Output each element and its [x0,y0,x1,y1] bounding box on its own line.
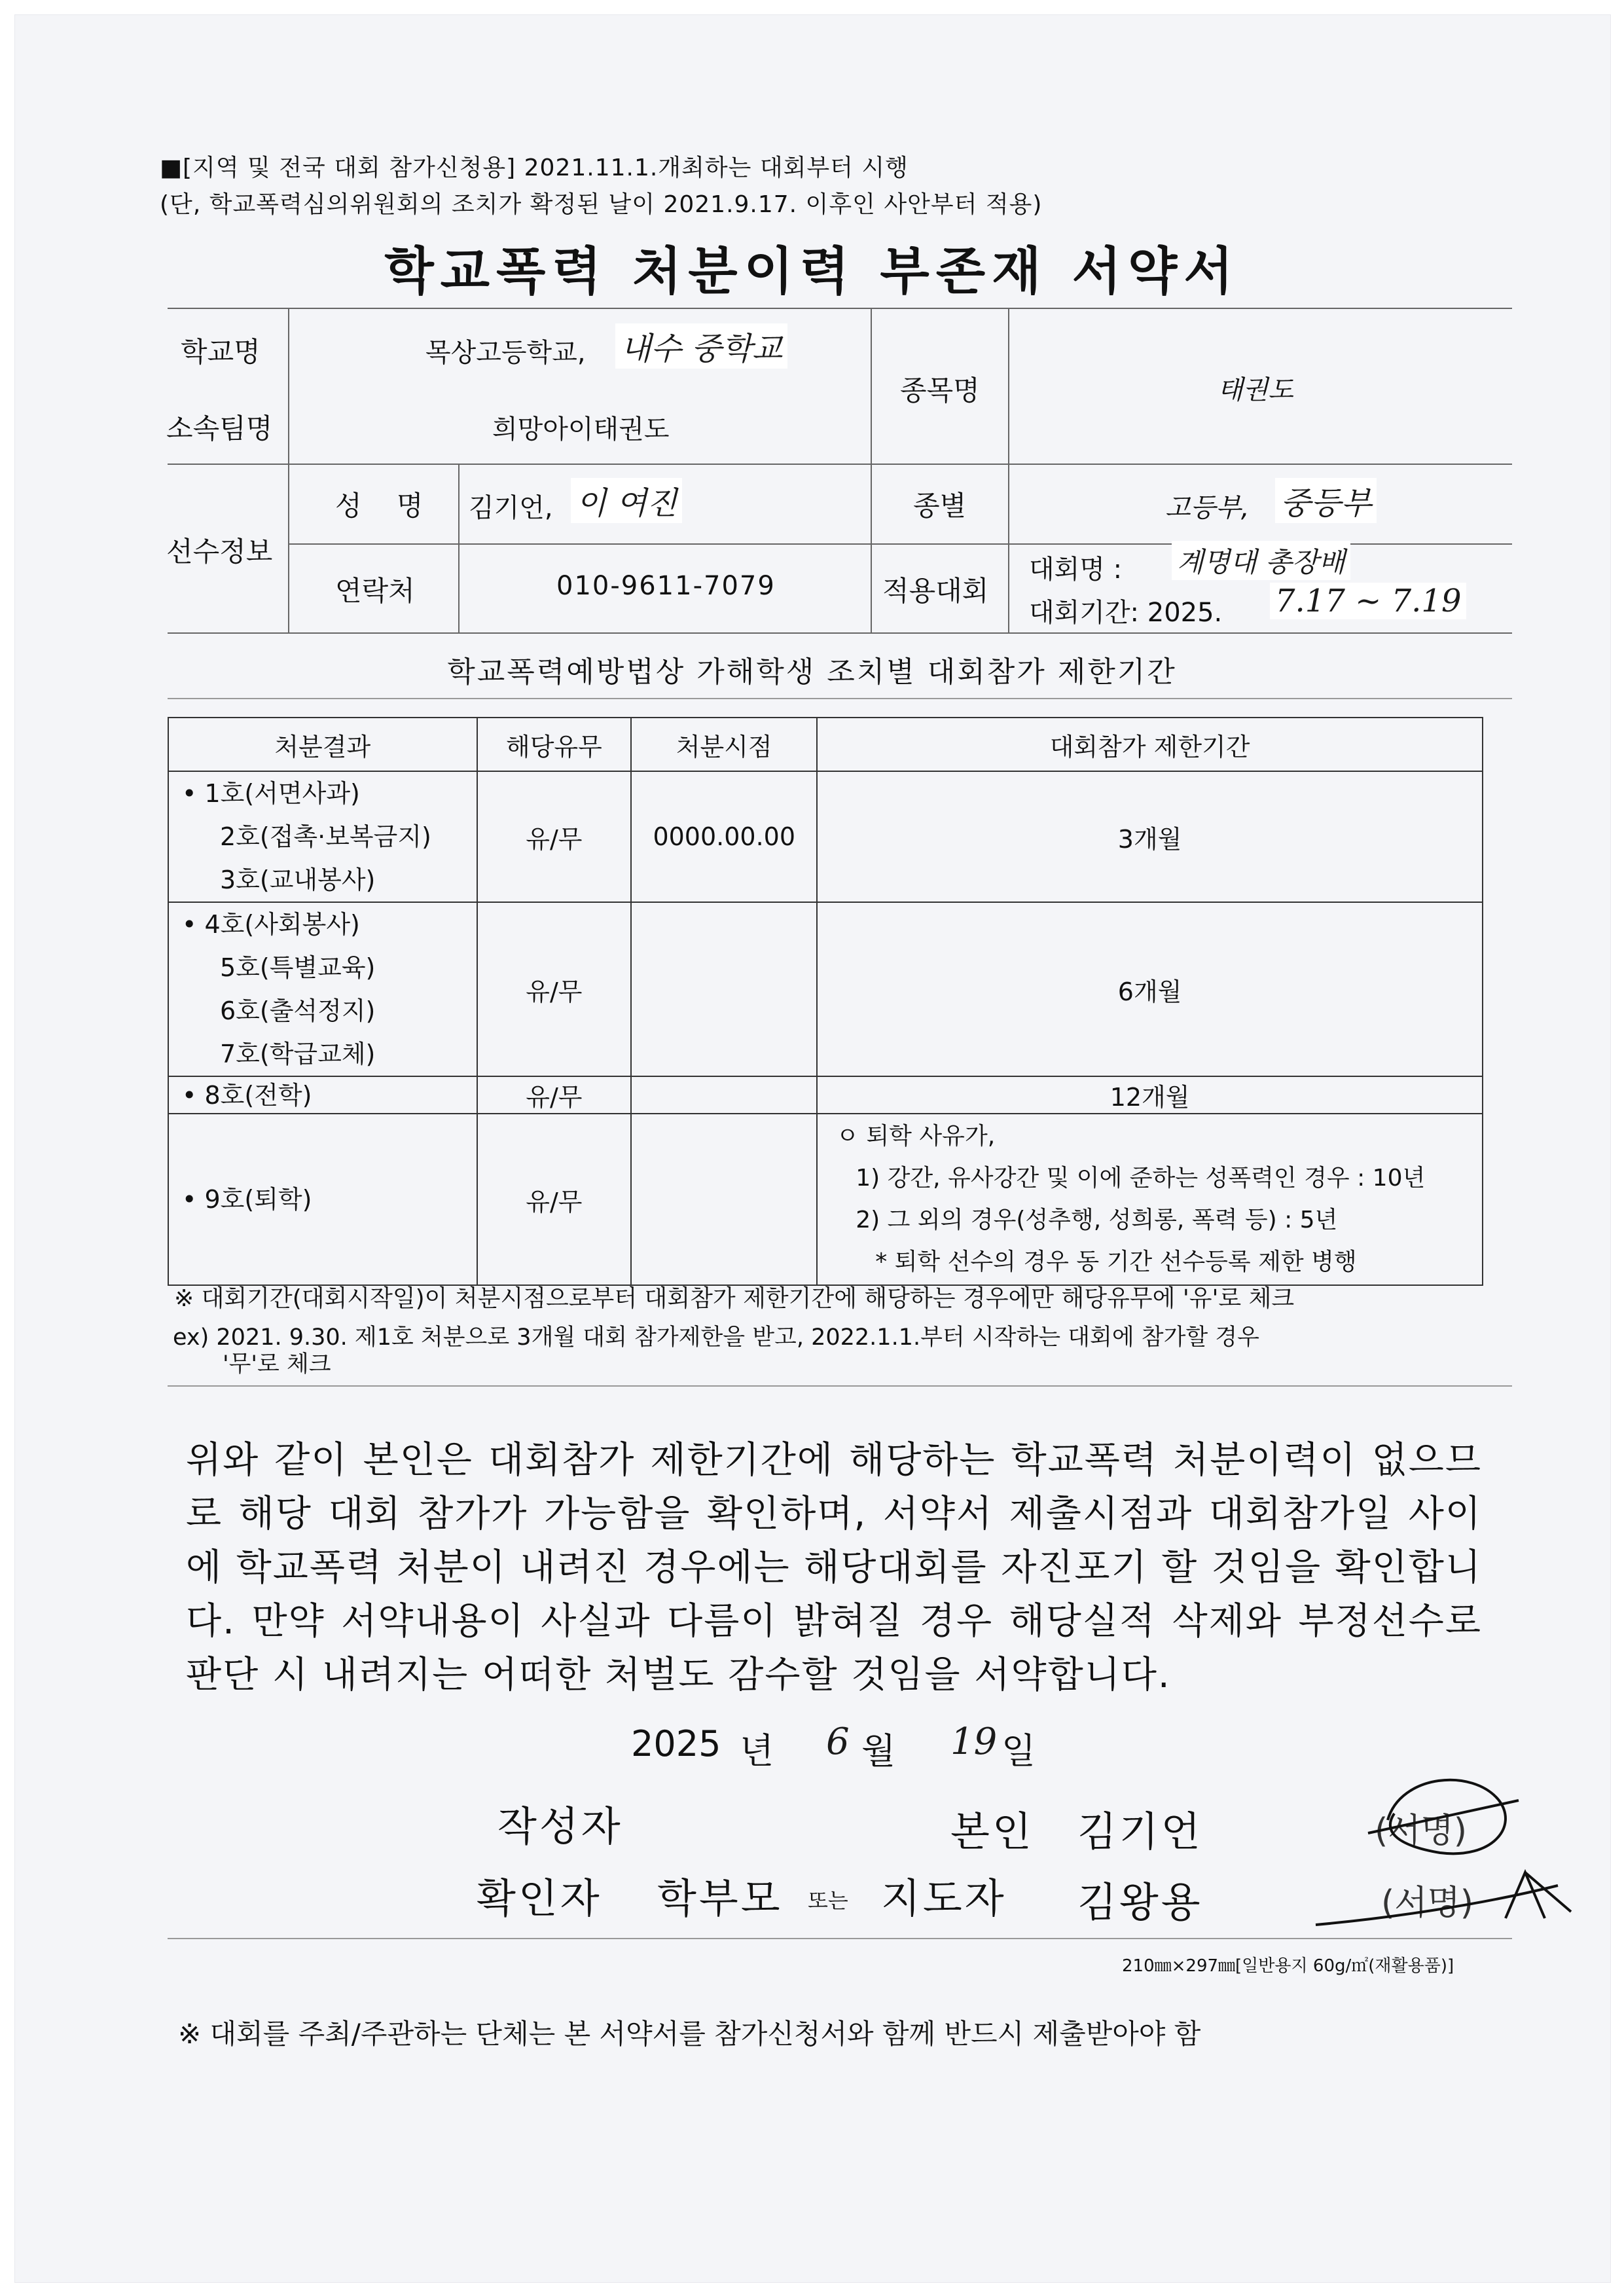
header-date: 처분시점 [631,718,817,771]
info-col-3 [1008,308,1009,632]
result-line: 6호(출석정지) [220,996,376,1025]
result-cell: • 9호(퇴학) [168,1114,477,1285]
coach-name: 김왕용 [1077,1878,1203,1926]
header-result: 처분결과 [168,718,477,771]
signature-mark-2 [1309,1846,1584,1944]
note-1: ※ 대회기간(대회시작일)이 처분시점으로부터 대회참가 제한기간에 해당하는 경우에만 해당유무에 '유'로 체크 [174,1285,1295,1312]
school-label: 학교명 [181,336,261,368]
section-title: 학교폭력예방법상 가해학생 조치별 대회참가 제한기간 [447,655,1177,689]
applicable-cell: 유/무 [477,771,632,902]
period-cell: 3개월 [817,771,1483,902]
competition-period-label: 대회기간: 2025. [1029,598,1223,628]
competition-period-handwritten: 7.17 ~ 7.19 [1270,583,1466,619]
restriction-table [168,717,1483,1286]
footer-note: ※ 대회를 주최/주관하는 단체는 본 서약서를 참가신청서와 함께 반드시 제출받아야 함 [178,2018,1201,2050]
date-year: 2025 [631,1723,721,1764]
applicable-cell: 유/무 [477,1114,632,1285]
header-period: 대회참가 제한기간 [817,718,1483,771]
event-value: 태권도 [1218,375,1293,405]
date-month: 6 [826,1721,850,1763]
info-col-2 [871,308,872,632]
notes-rule [168,1385,1512,1387]
name-handwritten: 이 여진 [571,478,682,523]
applicable-cell: 유/무 [477,1076,632,1114]
period-line: 2) 그 외의 경우(성추행, 성희롱, 폭력 등) : 5년 [856,1207,1338,1233]
period-cell: 12개월 [817,1076,1483,1114]
date-year-label: 년 [740,1730,774,1772]
document-title: 학교폭력 처분이력 부존재 서약서 [384,242,1240,301]
period-line: 1) 강간, 유사강간 및 이에 준하는 성폭력인 경우 : 10년 [856,1165,1426,1192]
result-cell [168,771,477,902]
division-value: 고등부, [1165,493,1250,523]
competition-label: 적용대회 [882,575,989,607]
result-cell: • 8호(전학) [168,1076,477,1114]
contact-value: 010-9611-7079 [556,571,776,601]
applicable-cell: 유/무 [477,902,632,1076]
date-cell [631,1076,817,1114]
period-cell: 6개월 [817,902,1483,1076]
table-row [168,1114,1483,1285]
table-header-row [168,718,1483,771]
school-value: 목상고등학교, [425,338,586,368]
coach-label: 지도자 [881,1874,1007,1922]
bottom-rule [168,1938,1512,1939]
table-row [168,1076,1483,1114]
event-label: 종목명 [900,374,980,407]
date-day-label: 일 [1001,1730,1036,1772]
result-line: • 4호(사회봉사) [182,910,360,939]
player-info-label: 선수정보 [166,536,273,568]
team-label: 소속팀명 [166,412,273,445]
self-label: 본인 [950,1808,1034,1855]
date-day: 19 [950,1721,998,1763]
result-cell [168,902,477,1076]
info-rule-4 [168,632,1512,634]
team-value: 희망아이태권도 [492,414,670,445]
info-col-4 [458,464,460,632]
result-line: 7호(학급교체) [220,1040,376,1068]
table-row [168,771,1483,902]
info-col-1 [288,308,289,632]
name-value: 김기언, [469,493,553,523]
note-2b: '무'로 체크 [223,1351,331,1377]
school-handwritten: 내수 중학교 [615,323,787,369]
notice-line-1: ■[지역 및 전국 대회 참가신청용] 2021.11.1.개최하는 대회부터 시행 [160,155,909,181]
notice-line-2: (단, 학교폭력심의위원회의 조치가 확정된 날이 2021.9.17. 이후인 사안부터 적용) [160,191,1043,218]
date-cell: 0000.00.00 [631,771,817,902]
section-rule [168,698,1512,699]
sign-placeholder-1: (서명) [1375,1812,1468,1851]
date-month-label: 월 [861,1730,896,1772]
or-label: 또는 [808,1888,848,1913]
info-rule-2 [168,464,1512,465]
contact-label: 연락처 [335,575,415,607]
note-2a: ex) 2021. 9.30. 제1호 처분으로 3개월 대회 참가제한을 받고, 2022.1.1.부터 시작하는 대회에 참가할 경우 [173,1324,1259,1351]
division-handwritten: 중등부 [1275,478,1377,523]
header-applicable: 해당유무 [477,718,632,771]
result-line: 2호(접촉·보복금지) [220,822,431,851]
result-line: 3호(교내봉사) [220,866,376,894]
pledge-statement: 위와 같이 본인은 대회참가 제한기간에 해당하는 학교폭력 처분이력이 없으므로 해당 대회 참가가 가능함을 확인하며, 서약서 제출시점과 대회참가일 사이에 학교폭력 처분이 내려진 경우에는 해당대회를 자진포기 할 것임을 확인합니다. 만약 서약내용이 사실과 다름이 밝혀질 경우 해당실적 삭제와 부정선수로 판단 시 내려지는 어떠한 처벌도 감수할 것임을 서약합니다. [186,1439,1482,1696]
writer-label: 작성자 [497,1802,623,1850]
result-line: 5호(특별교육) [220,953,376,982]
result-line: • 1호(서면사과) [182,779,360,808]
division-label: 종별 [913,490,967,522]
competition-name-label: 대회명 : [1029,555,1123,585]
date-cell [631,902,817,1076]
period-line: ㅇ 퇴학 사유가, [836,1123,996,1150]
period-cell [817,1114,1483,1285]
self-name: 김기언 [1077,1808,1203,1855]
name-label: 성 명 [335,490,437,522]
sign-placeholder-2: (서명) [1381,1884,1474,1923]
paper-spec: 210㎜×297㎜[일반용지 60g/㎡(재활용품)] [1122,1956,1454,1976]
confirmer-label: 확인자 [477,1874,602,1922]
table-row [168,902,1483,1076]
date-cell [631,1114,817,1285]
competition-name-handwritten: 계명대 총장배 [1172,541,1350,580]
parent-label: 학부모 [657,1874,783,1922]
period-line: * 퇴학 선수의 경우 동 기간 선수등록 제한 병행 [875,1248,1357,1275]
info-top-rule [168,308,1512,309]
